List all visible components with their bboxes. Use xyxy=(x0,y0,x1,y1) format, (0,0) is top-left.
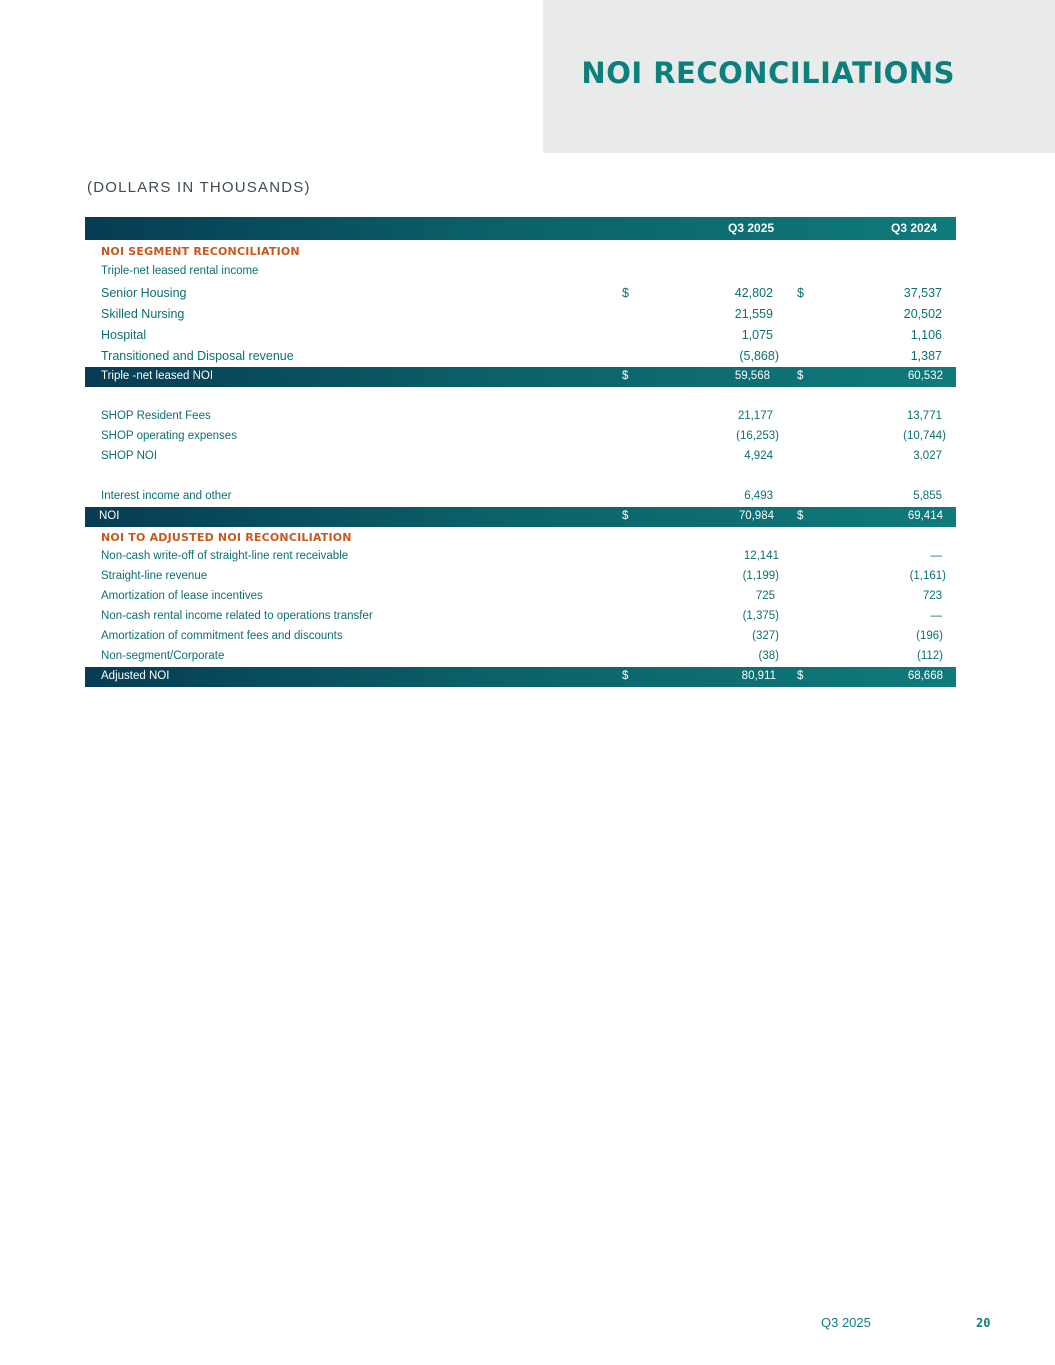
footer-period: Q3 2025 xyxy=(821,1315,871,1330)
total-row-triple-net xyxy=(85,367,956,387)
spacer xyxy=(85,387,956,407)
table-row xyxy=(85,487,956,507)
value-q3-2024: — xyxy=(930,610,942,622)
value-q3-2024: 1,106 xyxy=(910,328,942,342)
row-label: Non-cash rental income related to operations transfer xyxy=(101,610,373,622)
value-q3-2025: (327) xyxy=(752,630,779,642)
row-label: Hospital xyxy=(101,328,147,342)
table-row xyxy=(85,427,956,447)
value-q3-2025: (1,199) xyxy=(742,570,779,582)
row-label: Triple -net leased NOI xyxy=(101,370,214,382)
noi-table xyxy=(85,217,956,687)
value-q3-2025: 42,802 xyxy=(734,286,773,300)
row-label: Amortization of commitment fees and discounts xyxy=(101,630,343,642)
row-label: NOI xyxy=(99,510,120,522)
value-q3-2025: 4,924 xyxy=(744,450,773,462)
value-q3-2024: 37,537 xyxy=(903,286,942,300)
value-q3-2024: (112) xyxy=(917,650,943,662)
row-label: Senior Housing xyxy=(101,286,187,300)
value-q3-2025: 21,177 xyxy=(737,410,773,422)
value-q3-2024: (196) xyxy=(916,630,943,642)
row-label: SHOP operating expenses xyxy=(101,430,237,442)
value-q3-2025: (16,253) xyxy=(736,430,779,442)
value-q3-2025: (38) xyxy=(758,650,779,662)
dollar-sign: $ xyxy=(622,670,629,682)
spacer xyxy=(85,467,956,487)
row-label: SHOP NOI xyxy=(101,450,158,462)
section-heading-text: NOI TO ADJUSTED NOI RECONCILIATION xyxy=(101,531,352,544)
value-q3-2024: 13,771 xyxy=(906,410,942,422)
value-q3-2024: 5,855 xyxy=(913,490,942,502)
row-label: Triple-net leased rental income xyxy=(101,265,259,277)
value-q3-2025: 80,911 xyxy=(741,670,776,682)
value-q3-2024: 69,414 xyxy=(907,510,943,522)
row-label: Skilled Nursing xyxy=(101,307,185,321)
dollar-sign: $ xyxy=(797,510,804,522)
value-q3-2025: (1,375) xyxy=(742,610,779,622)
total-row-noi xyxy=(85,507,956,527)
table-header xyxy=(85,217,956,240)
value-q3-2024: 3,027 xyxy=(913,450,942,462)
dollar-sign: $ xyxy=(622,370,629,382)
value-q3-2025: 21,559 xyxy=(734,307,773,321)
row-label: Interest income and other xyxy=(101,490,232,502)
dollar-sign: $ xyxy=(797,670,804,682)
table-row xyxy=(85,346,956,367)
table-row xyxy=(85,567,956,587)
value-q3-2025: 12,141 xyxy=(743,550,779,562)
row-label: Non-cash write-off of straight-line rent receivable xyxy=(101,550,349,562)
row-label: Transitioned and Disposal revenue xyxy=(101,349,294,363)
table-row xyxy=(85,325,956,346)
section-heading-segment xyxy=(85,240,956,262)
value-q3-2025: 725 xyxy=(755,590,775,602)
table-row xyxy=(85,627,956,647)
table-row xyxy=(85,283,956,304)
table-row xyxy=(85,547,956,567)
column-header-q3-2025: Q3 2025 xyxy=(728,221,775,235)
table-row xyxy=(85,407,956,427)
value-q3-2024: (10,744) xyxy=(903,430,946,442)
dollar-sign: $ xyxy=(797,286,804,300)
value-q3-2025: (5,868) xyxy=(739,349,779,363)
title-panel xyxy=(543,0,1055,153)
row-label: Straight-line revenue xyxy=(101,570,208,582)
value-q3-2025: 1,075 xyxy=(741,328,773,342)
total-row-adjusted-noi xyxy=(85,667,956,687)
subheading-row xyxy=(85,262,956,283)
table-row xyxy=(85,447,956,467)
row-label: SHOP Resident Fees xyxy=(101,410,211,422)
value-q3-2025: 70,984 xyxy=(738,510,774,522)
value-q3-2025: 59,568 xyxy=(734,370,770,382)
value-q3-2025: 6,493 xyxy=(744,490,773,502)
value-q3-2024: (1,161) xyxy=(909,570,946,582)
dollar-sign: $ xyxy=(622,286,629,300)
page-title: NOI RECONCILIATIONS xyxy=(581,56,955,90)
column-header-q3-2024: Q3 2024 xyxy=(891,221,938,235)
table-row xyxy=(85,647,956,667)
dollar-sign: $ xyxy=(797,370,804,382)
section-heading-text: NOI SEGMENT RECONCILIATION xyxy=(101,245,300,258)
value-q3-2024: 723 xyxy=(922,590,942,602)
row-label: Adjusted NOI xyxy=(101,670,170,682)
row-label: Amortization of lease incentives xyxy=(101,590,263,602)
value-q3-2024: 20,502 xyxy=(903,307,942,321)
dollar-sign: $ xyxy=(622,510,629,522)
table-row xyxy=(85,587,956,607)
value-q3-2024: 68,668 xyxy=(907,670,943,682)
value-q3-2024: 1,387 xyxy=(910,349,942,363)
table-row xyxy=(85,607,956,627)
page-number: 20 xyxy=(976,1316,991,1330)
row-label: Non-segment/Corporate xyxy=(101,650,225,662)
value-q3-2024: 60,532 xyxy=(907,370,943,382)
units-subtitle: (DOLLARS IN THOUSANDS) xyxy=(87,179,311,196)
table-row xyxy=(85,304,956,325)
value-q3-2024: — xyxy=(930,550,942,562)
section-heading-adjusted xyxy=(85,527,956,547)
